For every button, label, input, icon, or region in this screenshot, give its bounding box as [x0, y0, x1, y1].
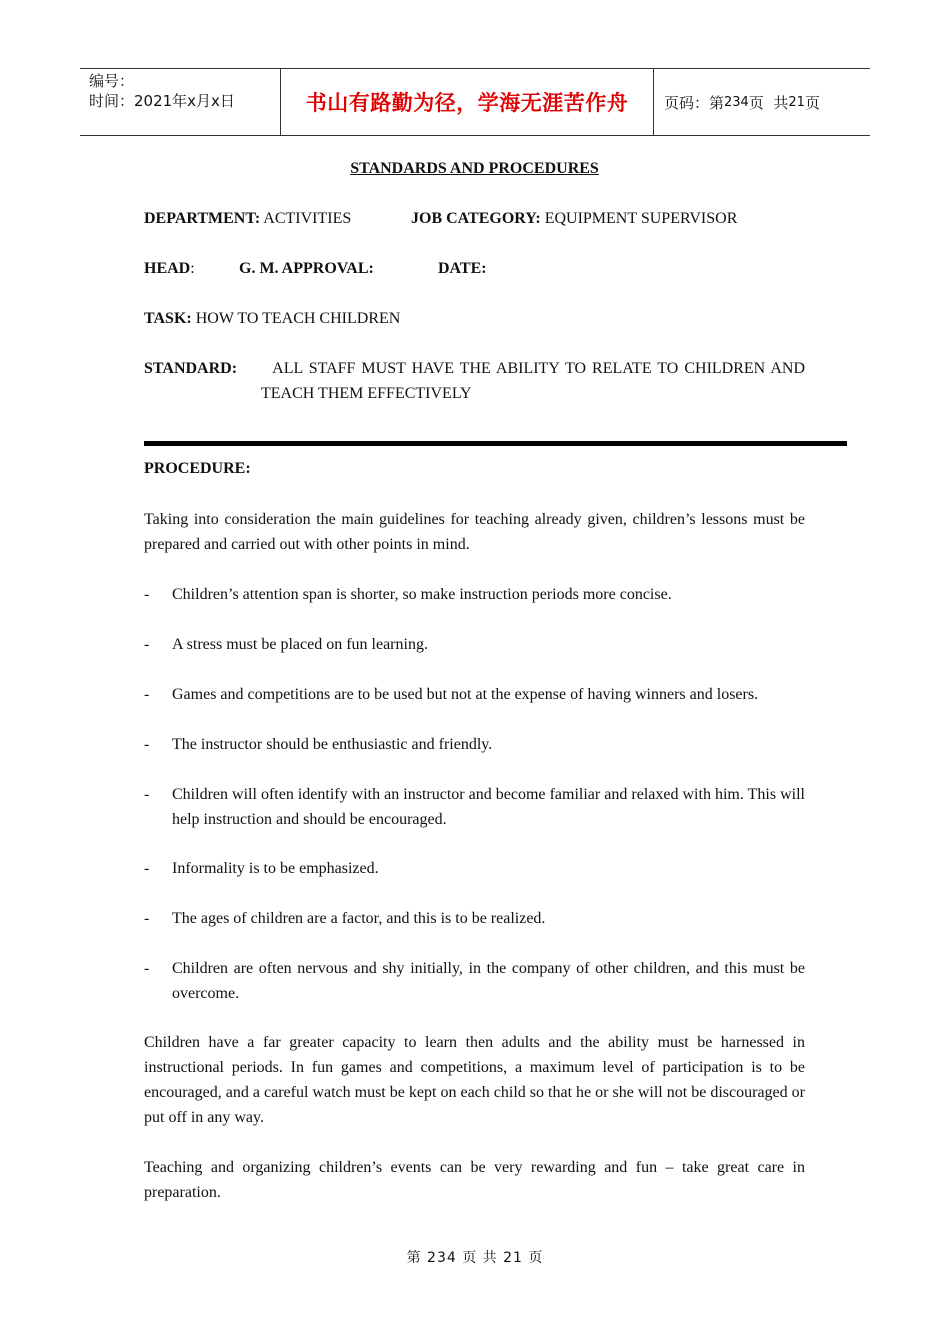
bullet-text: Games and competitions are to be used but not at the expense of having winners and losers. [172, 686, 759, 703]
standard-line-1: ALL STAFF MUST HAVE THE ABILITY TO RELATE TO CHILDREN AND [267, 360, 805, 377]
page-prefix: 页码：第 [664, 93, 725, 112]
bullet-dash: - [144, 736, 150, 753]
task-label: TASK: [144, 310, 192, 327]
head-line [144, 260, 195, 278]
list-item [144, 582, 805, 607]
task-line [144, 310, 400, 328]
intro-paragraph: Taking into consideration the main guidelines for teaching already given, children’s lessons must be prepared and carried out with other points in mind. [144, 511, 805, 553]
page-footer: 第 234 页 共 21 页 [406, 1250, 544, 1266]
page-mid: 页 共 [748, 93, 789, 112]
standard-line [144, 360, 805, 378]
page-total: 21 [788, 94, 805, 110]
bullet-dash: - [144, 586, 150, 603]
bullet-text: The ages of children are a factor, and this is to be realized. [172, 910, 546, 927]
task-value: HOW TO TEACH CHILDREN [191, 310, 401, 327]
page-suffix: 页 [804, 93, 820, 112]
standard-label: STANDARD: [144, 360, 238, 377]
department-value: ACTIVITIES [260, 210, 352, 227]
bullet-dash: - [144, 910, 150, 927]
bullet-text: Children’s attention span is shorter, so make instruction periods more concise. [172, 586, 672, 603]
header-motto-cell [281, 69, 654, 135]
time-label: 时间：2021年x月x日 [89, 92, 235, 110]
procedure-label: PROCEDURE: [144, 460, 251, 477]
list-item [144, 632, 805, 657]
header-meta-cell [80, 69, 281, 135]
bullet-text: A stress must be placed on fun learning. [172, 636, 428, 653]
header-table [80, 68, 870, 136]
department-line [144, 210, 351, 228]
job-category-label: JOB CATEGORY: [411, 210, 541, 227]
list-item [144, 732, 805, 757]
section-divider [144, 441, 847, 446]
bullet-text: Children will often identify with an instructor and become familiar and relaxed with him. This will help instruction and should be encouraged. [172, 786, 805, 828]
doc-title: STANDARDS AND PROCEDURES [350, 160, 599, 177]
paragraph-closing: Teaching and organizing children’s events can be very rewarding and fun – take great care in preparation. [144, 1159, 805, 1201]
date-label: DATE: [438, 260, 487, 277]
bullet-text: The instructor should be enthusiastic and friendly. [172, 736, 493, 753]
header-page-cell [654, 69, 870, 135]
job-category-value: EQUIPMENT SUPERVISOR [540, 210, 738, 227]
department-label: DEPARTMENT: [144, 210, 261, 227]
job-category-line [411, 210, 737, 228]
head-label: HEAD [144, 260, 191, 277]
standard-line-2: TEACH THEM EFFECTIVELY [261, 385, 472, 402]
list-item [144, 956, 805, 1006]
paragraph-capacity: Children have a far greater capacity to learn then adults and the ability must be harnessed in instructional periods. In fun games and competitions, a maximum level of participation is to be encouraged, and a careful watch must be kept on each child so that he or she will not be discouraged or put off in any way. [144, 1034, 805, 1126]
list-item [144, 906, 805, 931]
head-colon: : [190, 260, 195, 277]
list-item [144, 682, 805, 707]
approval-label: G. M. APPROVAL: [239, 260, 374, 277]
list-item [144, 782, 805, 832]
page-number: 234 [724, 94, 749, 110]
motto: 书山有路勤为径，学海无涯苦作舟 [305, 91, 629, 115]
bullet-dash: - [144, 860, 150, 877]
bullet-dash: - [144, 786, 150, 803]
number-label: 编号： [89, 72, 135, 90]
bullet-text: Informality is to be emphasized. [172, 860, 379, 877]
bullet-dash: - [144, 636, 150, 653]
bullet-dash: - [144, 960, 150, 977]
bullet-text: Children are often nervous and shy initially, in the company of other children, and this must be overcome. [172, 960, 805, 1002]
bullet-dash: - [144, 686, 150, 703]
list-item [144, 856, 805, 881]
